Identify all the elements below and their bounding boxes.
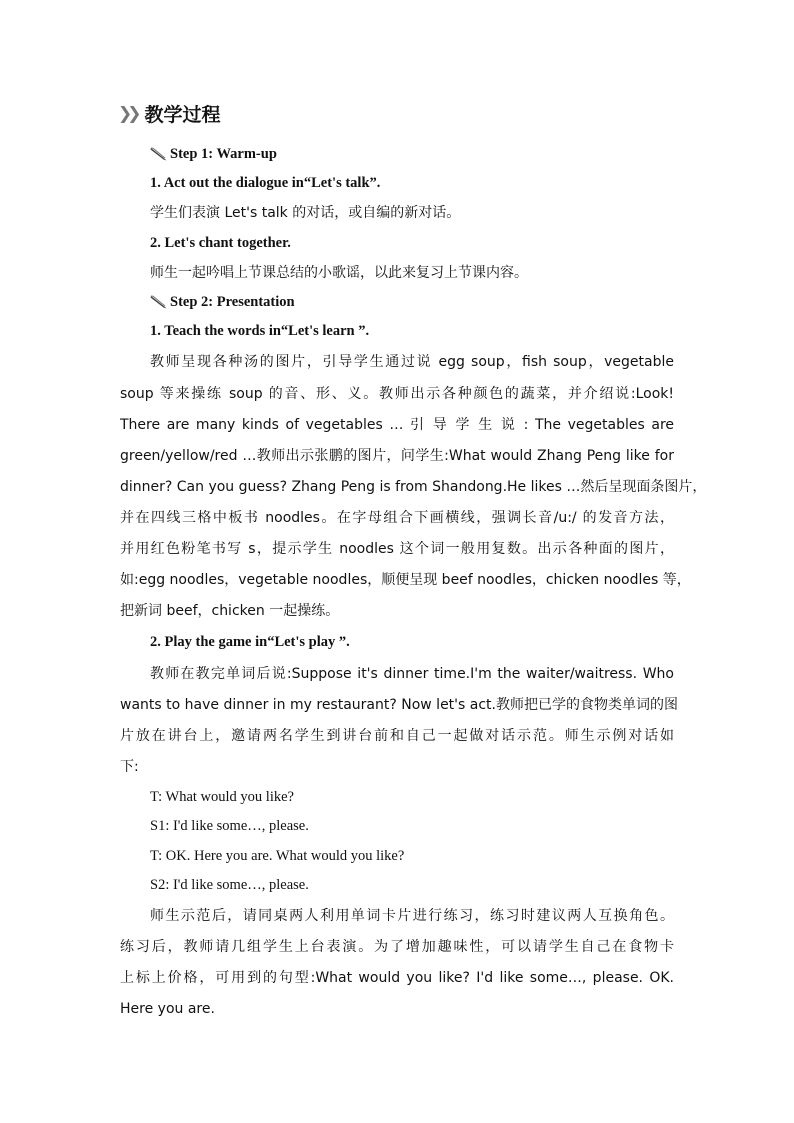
activity-4-title: 2. Play the game in“Let's play ”. (150, 634, 350, 650)
step-1-label: Step 1: Warm-up (170, 146, 277, 162)
section-heading-text: 教学过程 (144, 104, 221, 126)
paragraph-line: 上标上价格，可用到的句型:What would you like? I'd like some…, please. OK. (120, 970, 674, 986)
step-2-label: Step 2: Presentation (170, 294, 295, 310)
paragraph-line: 并用红色粉笔书写 s，提示学生 noodles 这个词一般用复数。出示各种面的图片， (120, 541, 674, 557)
dialogue-line: T: What would you like? (150, 789, 294, 805)
section-heading (118, 100, 221, 127)
paragraph-line: 教师呈现各种汤的图片，引导学生通过说 egg soup，fish soup，vegetable (150, 354, 674, 370)
paragraph-line: 下: (120, 759, 139, 775)
paragraph-line: 如:egg noodles，vegetable noodles，顺便呈现 beef noodles，chicken noodles 等， (120, 572, 691, 588)
dialogue-line: T: OK. Here you are. What would you like? (150, 848, 405, 864)
activity-2-title: 2. Let's chant together. (150, 235, 291, 251)
paragraph-line: 教师在教完单词后说:Suppose it's dinner time.I'm the waiter/waitress. Who (150, 666, 674, 682)
pencil-icon (150, 295, 168, 309)
activity-3-title: 1. Teach the words in“Let's learn ”. (150, 323, 370, 339)
paragraph-line: 把新词 beef，chicken 一起操练。 (120, 603, 340, 619)
step-2-heading (150, 292, 674, 312)
paragraph-line: green/yellow/red …教师出示张鹏的图片，问学生:What would Zhang Peng like for (120, 448, 674, 464)
paragraph-line: 学生们表演 Let's talk 的对话，或自编的新对话。 (150, 205, 461, 221)
paragraph-line: wants to have dinner in my restaurant? Now let's act.教师把已学的食物类单词的图 (120, 697, 678, 713)
dialogue-line: S1: I'd like some…, please. (150, 818, 309, 834)
paragraph-line: 片放在讲台上，邀请两名学生到讲台前和自己一起做对话示范。师生示例对话如 (120, 728, 674, 744)
paragraph-line: There are many kinds of vegetables … 引 导 学 生 说 : The vegetables are (120, 417, 674, 433)
dialogue-line: S2: I'd like some…, please. (150, 877, 309, 893)
paragraph-line: soup 等来操练 soup 的音、形、义。教师出示各种颜色的蔬菜，并介绍说:Look! (120, 386, 674, 402)
pencil-icon (150, 147, 168, 161)
paragraph-line: 师生示范后，请同桌两人利用单词卡片进行练习，练习时建议两人互换角色。 (150, 908, 674, 924)
paragraph-line: 并在四线三格中板书 noodles。在字母组合下画横线，强调长音/u:/ 的发音方法， (120, 510, 674, 526)
step-1-heading (150, 144, 674, 164)
paragraph-line: Here you are. (120, 1001, 215, 1017)
paragraph-line: 练习后，教师请几组学生上台表演。为了增加趣味性，可以请学生自己在食物卡 (120, 939, 674, 955)
paragraph-line: dinner? Can you guess? Zhang Peng is from Shandong.He likes …然后呈现面条图片， (120, 479, 707, 495)
double-chevron-icon: ❯❯ (118, 103, 137, 124)
activity-1-title: 1. Act out the dialogue in“Let's talk”. (150, 175, 381, 191)
paragraph-line: 师生一起吟唱上节课总结的小歌谣，以此来复习上节课内容。 (150, 265, 528, 281)
